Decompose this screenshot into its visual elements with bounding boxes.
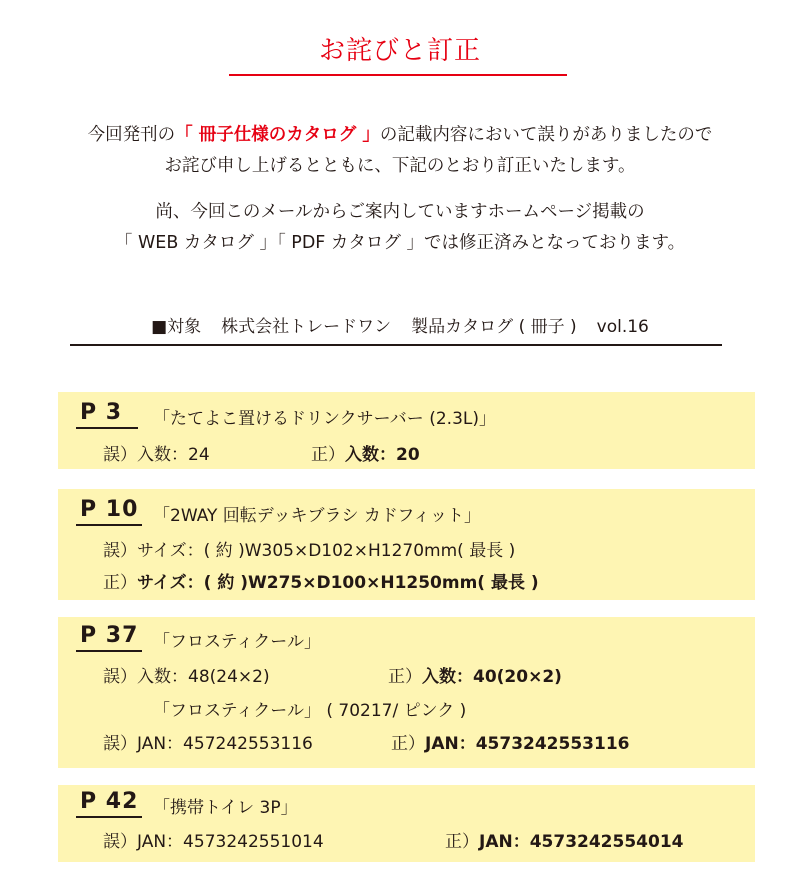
wrong-value: 誤）入数：24 [103,445,210,465]
page-title: お詫びと訂正 [318,36,481,66]
wrong-jan: 誤）JAN：457242553116 [103,734,313,754]
correct-text: サイズ：( 約 )W275×D100×H1250mm( 最長 ) [137,573,539,593]
intro-line-1 [0,120,800,151]
target-catalog: 製品カタログ ( 冊子 ) [411,317,577,337]
wrong-value: 誤）サイズ：( 約 )W305×D102×H1270mm( 最長 ) [103,541,516,561]
correct-text: 入数：40(20×2) [422,667,562,687]
page-number: P 37 [80,623,139,648]
page-number-underline [76,816,142,818]
intro-suffix: の記載内容において誤りがありましたので [379,125,713,145]
target-label: ■対象 [151,317,202,337]
correct-prefix: 正） [445,832,479,852]
correct-prefix: 正） [311,445,345,465]
correct-text: JAN：4573242553116 [425,734,630,754]
page-number: P 10 [80,497,139,522]
notice-line-1: 尚、今回このメールからご案内していますホームページ掲載の [155,202,645,222]
target-vol: vol.16 [596,317,649,337]
correct-value [311,440,420,465]
title-underline [229,74,567,76]
correction-box-p37 [58,617,755,768]
product-name: 「たてよこ置けるドリンクサーバー (2.3L)」 [153,409,496,429]
correction-box-p42 [58,785,755,862]
page-number-underline [76,427,138,429]
page-number-underline [76,650,142,652]
target-line [0,312,800,337]
intro-prefix: 今回発刊の [87,125,176,145]
product-variant: 「フロスティクール」 ( 70217/ ピンク ) [153,701,467,721]
correction-box-p3 [58,392,755,469]
product-name: 「携帯トイレ 3P」 [153,798,298,818]
page-number-underline [76,524,142,526]
correct-value [103,568,539,593]
product-name: 「2WAY 回転デッキブラシ カドフィット」 [153,506,481,526]
product-name: 「フロスティクール」 [153,632,321,652]
correct-jan [391,729,629,754]
notice-paragraph [0,197,800,259]
correct-value [388,662,562,687]
correction-box-p10 [58,489,755,600]
correct-value [445,827,683,852]
page-number: P 3 [80,400,123,425]
wrong-value: 誤）入数：48(24×2) [103,667,270,687]
page-number: P 42 [80,789,139,814]
correct-prefix: 正） [388,667,422,687]
notice-line-2: 「 WEB カタログ 」「 PDF カタログ 」では修正済みとなっております。 [114,233,686,253]
intro-line-2: お詫び申し上げるとともに、下記のとおり訂正いたします。 [164,156,636,176]
correct-text: 入数：20 [345,445,420,465]
catalog-highlight: 「 冊子仕様のカタログ 」 [175,125,380,145]
correct-prefix: 正） [103,573,137,593]
target-company: 株式会社トレードワン [221,317,392,337]
wrong-value: 誤）JAN：4573242551014 [103,832,324,852]
correct-text: JAN：4573242554014 [479,832,684,852]
target-underline [70,344,722,346]
intro-paragraph [0,120,800,182]
correct-prefix: 正） [391,734,425,754]
